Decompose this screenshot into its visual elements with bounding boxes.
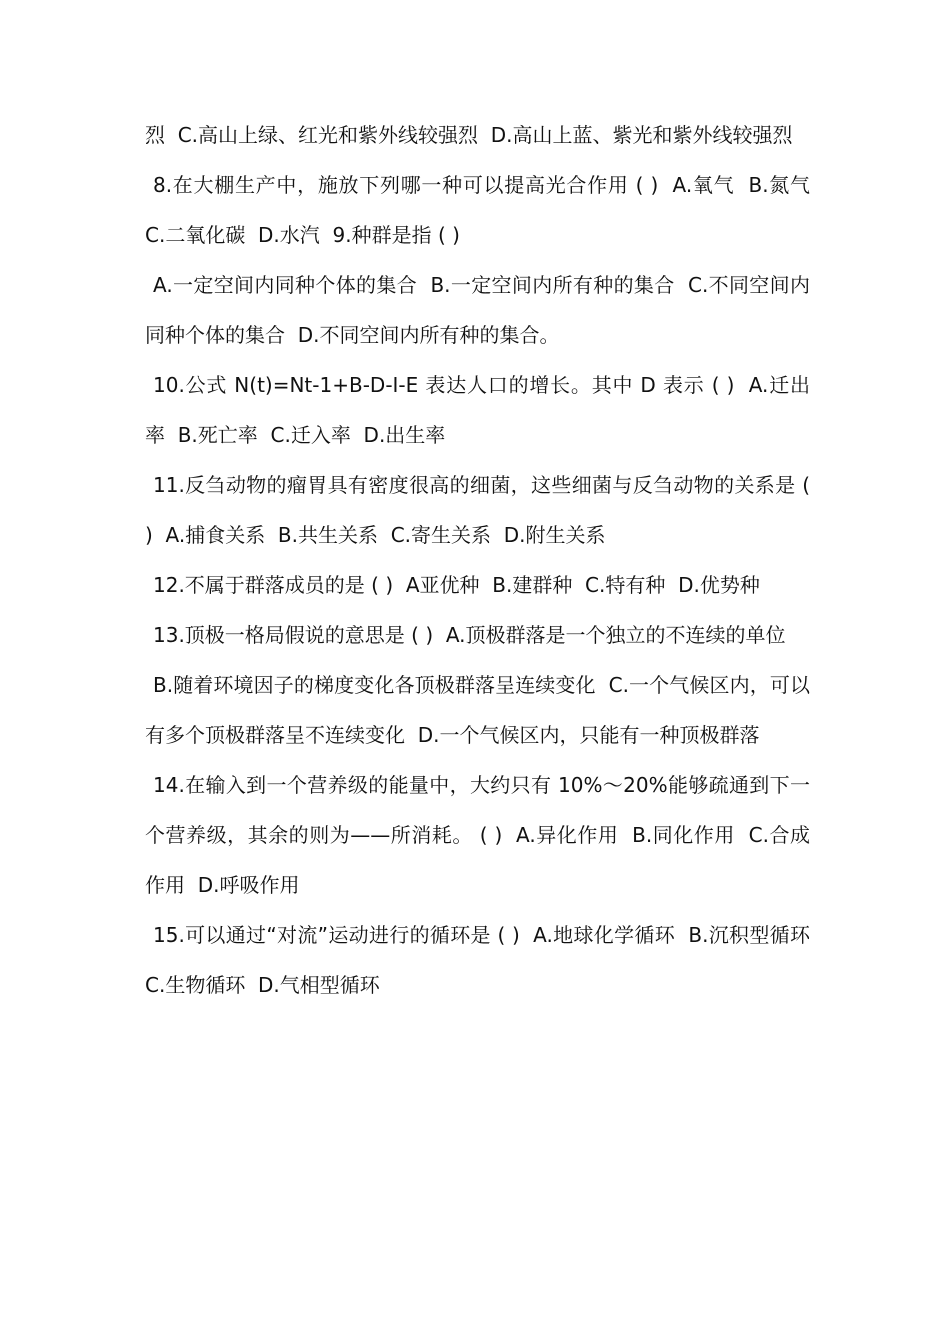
question-12: 12.不属于群落成员的是 ( ) A亚优种 B.建群种 C.特有种 D.优势种 [153,573,760,597]
question-10: 10.公式 N(t)=Nt-1+B-D-I-E 表达人口的增长。其中 D 表示 ( ) A.迁出率 B.死亡率 C.迁入率 D.出生率 [145,373,810,447]
question-8-9: 8.在大棚生产中，施放下列哪一种可以提高光合作用 ( ) A.氧气 B.氮气 C.二氧化碳 D.水汽 9.种群是指 ( ) [145,173,823,247]
question-13-options: B.随着环境因子的梯度变化各顶极群落呈连续变化 C.一个气候区内，可以有多个顶极群落呈不连续变化 D.一个气候区内，只能有一种顶极群落 [145,673,810,747]
question-13: 13.顶极一格局假说的意思是 ( ) A.顶极群落是一个独立的不连续的单位 [153,623,786,647]
question-15: 15.可以通过“对流”运动进行的循环是 ( ) A.地球化学循环 B.沉积型循环 C.生物循环 D.气相型循环 [145,923,823,997]
question-9-options: A.一定空间内同种个体的集合 B.一定空间内所有种的集合 C.不同空间内同种个体的集合 D.不同空间内所有种的集合。 [145,273,810,347]
document-body [145,110,823,1010]
question-11: 11.反刍动物的瘤胃具有密度很高的细菌，这些细菌与反刍动物的关系是 ( ) A.捕食关系 B.共生关系 C.寄生关系 D.附生关系 [145,473,817,547]
question-7-continuation: 烈 C.高山上绿、红光和紫外线较强烈 D.高山上蓝、紫光和紫外线较强烈 [145,123,793,147]
question-14: 14.在输入到一个营养级的能量中，大约只有 10%～20%能够疏通到下一个营养级，其余的则为——所消耗。 ( ) A.异化作用 B.同化作用 C.合成作用 D.呼吸作用 [145,773,810,897]
